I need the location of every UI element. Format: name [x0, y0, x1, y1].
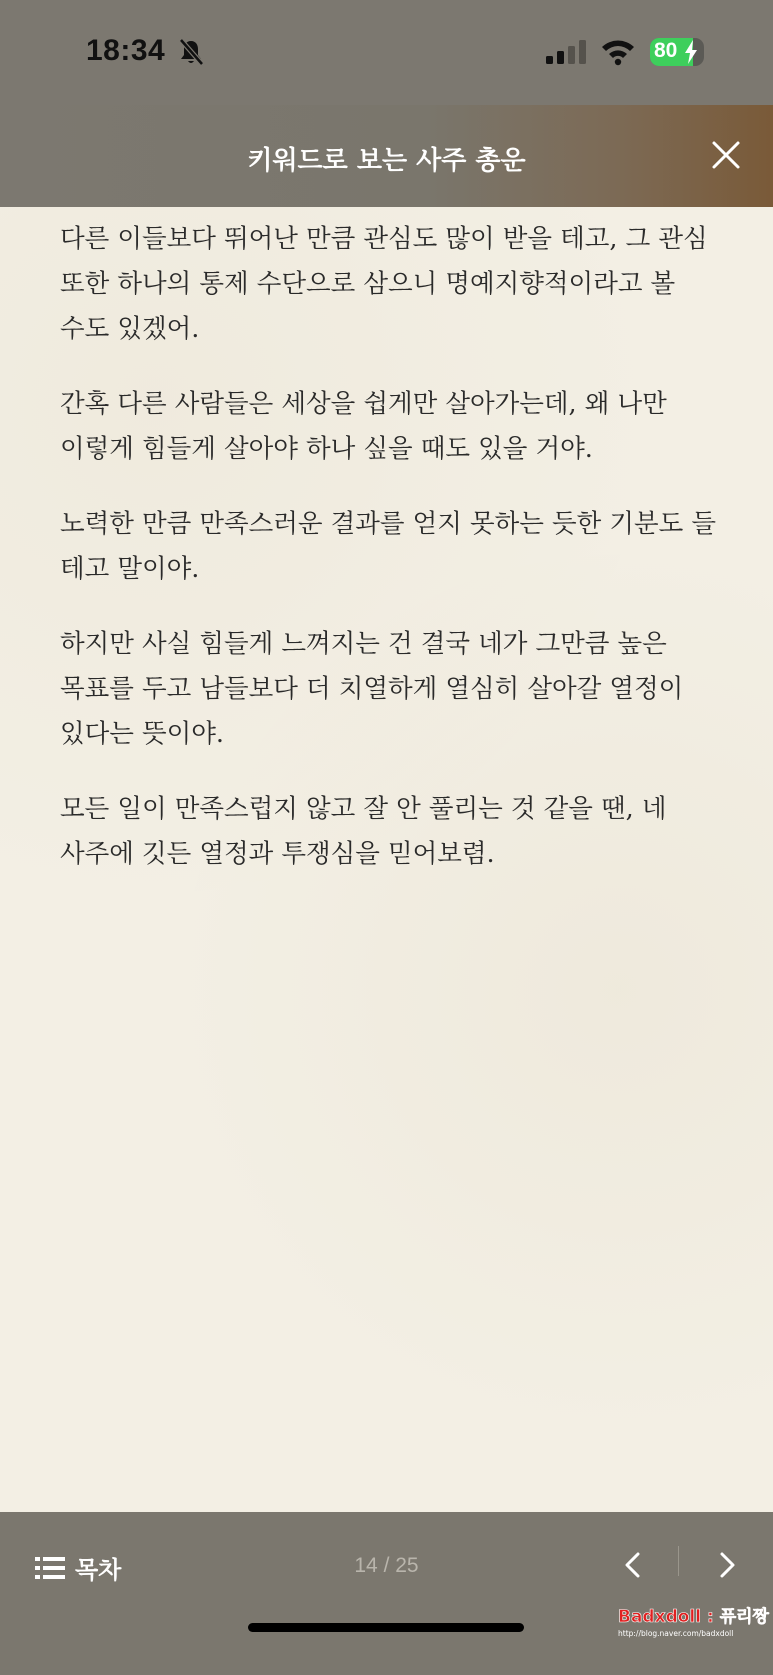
- watermark-url: http://blog.naver.com/badxdoll: [618, 1629, 734, 1638]
- page-indicator: 14 / 25: [354, 1554, 419, 1577]
- battery-percent: 80: [654, 39, 678, 62]
- close-icon[interactable]: [708, 137, 744, 173]
- home-indicator[interactable]: [248, 1623, 524, 1632]
- wifi-icon: [600, 36, 636, 66]
- cellular-signal-icon: [546, 40, 586, 64]
- charging-bolt-icon: [684, 40, 698, 64]
- watermark-logo: [614, 1598, 772, 1642]
- paragraph: 노력한 만큼 만족스러운 결과를 얻지 못하는 듯한 기분도 들 테고 말이야.: [60, 509, 717, 584]
- nav-divider: [678, 1546, 679, 1576]
- bell-slash-icon: [178, 38, 204, 66]
- chevron-right-icon[interactable]: [712, 1548, 742, 1582]
- reader-header: [0, 105, 773, 207]
- chevron-left-icon[interactable]: [618, 1548, 648, 1582]
- reader-bottom-bar: [0, 1512, 773, 1675]
- paragraph: 간혹 다른 사람들은 세상을 쉽게만 살아가는데, 왜 나만 이렇게 힘들게 살아야 하나 싶을 때도 있을 거야.: [60, 389, 667, 464]
- status-bar: [0, 0, 773, 105]
- status-time: 18:34: [86, 34, 166, 67]
- page-title: 키워드로 보는 사주 총운: [247, 146, 526, 176]
- toc-label: 목차: [75, 1556, 122, 1584]
- watermark-text: Badxdoll : 퓨리짱: [618, 1607, 769, 1627]
- reader-content: [0, 207, 773, 1512]
- paragraph: 다른 이들보다 뛰어난 만큼 관심도 많이 받을 테고, 그 관심 또한 하나의 통제 수단으로 삼으니 명예지향적이라고 볼 수도 있겠어.: [60, 224, 708, 344]
- paragraph: 하지만 사실 힘들게 느껴지는 건 결국 네가 그만큼 높은 목표를 두고 남들보다 더 치열하게 열심히 살아갈 열정이 있다는 뜻이야.: [60, 629, 684, 749]
- paragraph: 모든 일이 만족스럽지 않고 잘 안 풀리는 것 같을 땐, 네 사주에 깃든 열정과 투쟁심을 믿어보렴.: [60, 794, 667, 869]
